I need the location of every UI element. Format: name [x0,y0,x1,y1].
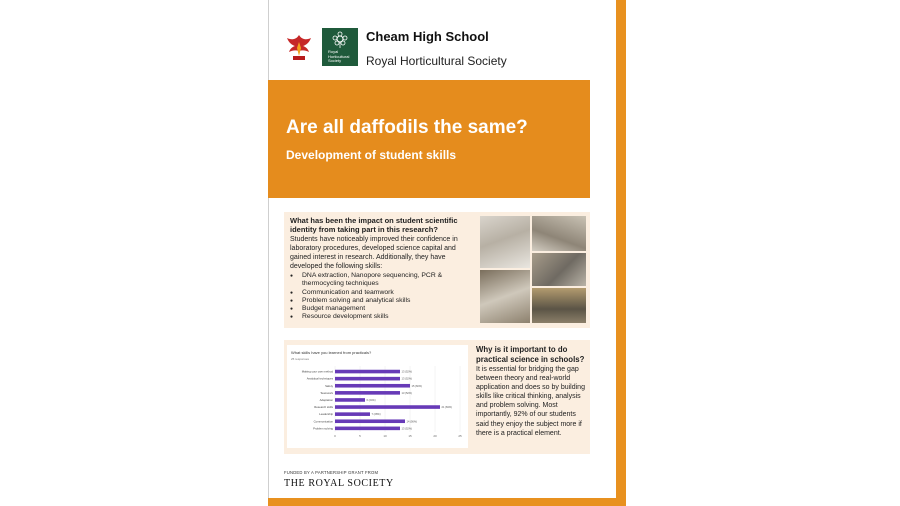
chart-value-label: 13 (52%) [401,377,413,381]
practical-paragraph: It is essential for bridging the gap between theory and real-world application and does so by building skills like critical thinking, analysis and problem solving. Most importantly, 92% of our students said they enjoy the subject more if there is a practical element. [476,366,585,437]
royal-society-logo: THE ROYAL SOCIETY [284,478,394,489]
chart-category-label: Teamwork [320,390,333,395]
lab-photo [480,216,530,268]
phoenix-crest-icon [284,32,314,62]
chart-value-label: 13 (52%) [401,370,413,374]
chart-bar [335,391,400,395]
impact-paragraph: Students have noticeably improved their confidence in laboratory procedures, developed science capital and gained interest in research. Additionally, they have developed the following skills: [290,236,458,270]
skill-item: ● DNA extraction, Nanopore sequencing, PCR & thermocycling techniques [290,272,480,289]
chart-value-label: 14 (56%) [406,420,418,424]
title-banner [268,80,590,198]
skill-item: ● Communication and teamwork [290,289,480,297]
chart-subtitle: 25 responses [291,357,310,361]
skill-item: ● Problem solving and analytical skills [290,297,480,305]
chart-bar [335,405,440,409]
chart-category-label: Making your own method [301,369,333,374]
chart-category-label: Adaptation [319,397,333,402]
skills-list [290,272,480,322]
chart-bar [335,377,400,381]
chart-title: What skills have you learned from practicals? [291,350,372,355]
impact-question: What has been the impact on student scientific identity from taking part in this research? [290,216,458,234]
chart-category-label: Analytical techniques [306,376,333,381]
lab-photo [532,216,586,251]
chart-x-tick-label: 20 [433,433,437,438]
chart-value-label: 13 (52%) [401,391,413,395]
skill-item: ● Resource development skills [290,313,480,321]
chart-value-label: 7 (28%) [371,413,381,417]
survey-bar-chart [287,345,468,448]
photo-collage [480,216,586,323]
chart-bar [335,398,365,402]
rhs-logo [322,28,358,66]
funding-note: FUNDED BY A PARTNERSHIP GRANT FROM [284,470,379,475]
chart-value-label: 6 (24%) [366,398,376,402]
chart-bar [335,384,410,388]
partner-name: Royal Horticultural Society [366,54,507,68]
school-name: Cheam High School [366,29,489,44]
skill-item: ● Budget management [290,305,480,313]
chart-x-tick-label: 0 [334,433,336,438]
chart-category-label: Research skills [314,405,333,410]
rhs-flower-icon [331,31,349,49]
chart-bar [335,412,370,416]
chart-x-tick-label: 10 [383,433,387,438]
rhs-logo-text: Royal Horticultural Society [328,49,350,63]
chart-x-tick-label: 15 [408,433,412,438]
lab-photo [532,253,586,286]
chart-value-label: 13 (52%) [401,427,413,431]
survey-chart-card [287,345,468,448]
chart-category-label: Leadership [319,412,333,417]
chart-category-label: Communication [313,419,333,424]
chart-value-label: 21 (84%) [441,406,453,410]
poster-title: Are all daffodils the same? [286,117,528,138]
page-edge-accent [616,0,626,506]
chart-value-label: 15 (60%) [411,384,423,388]
chart-x-tick-label: 5 [359,433,361,438]
chart-bar [335,370,400,374]
chart-category-label: Safety [325,383,333,388]
chart-bar [335,427,400,431]
practical-question: Why is it important to do practical science in schools? [476,345,585,364]
lab-photo [532,288,586,323]
chart-category-label: Problem solving [313,426,333,431]
page-bottom-accent [268,498,626,506]
lab-photo [480,270,530,323]
chart-bar [335,419,405,423]
chart-x-tick-label: 25 [458,433,462,438]
poster-subtitle: Development of student skills [286,148,457,162]
